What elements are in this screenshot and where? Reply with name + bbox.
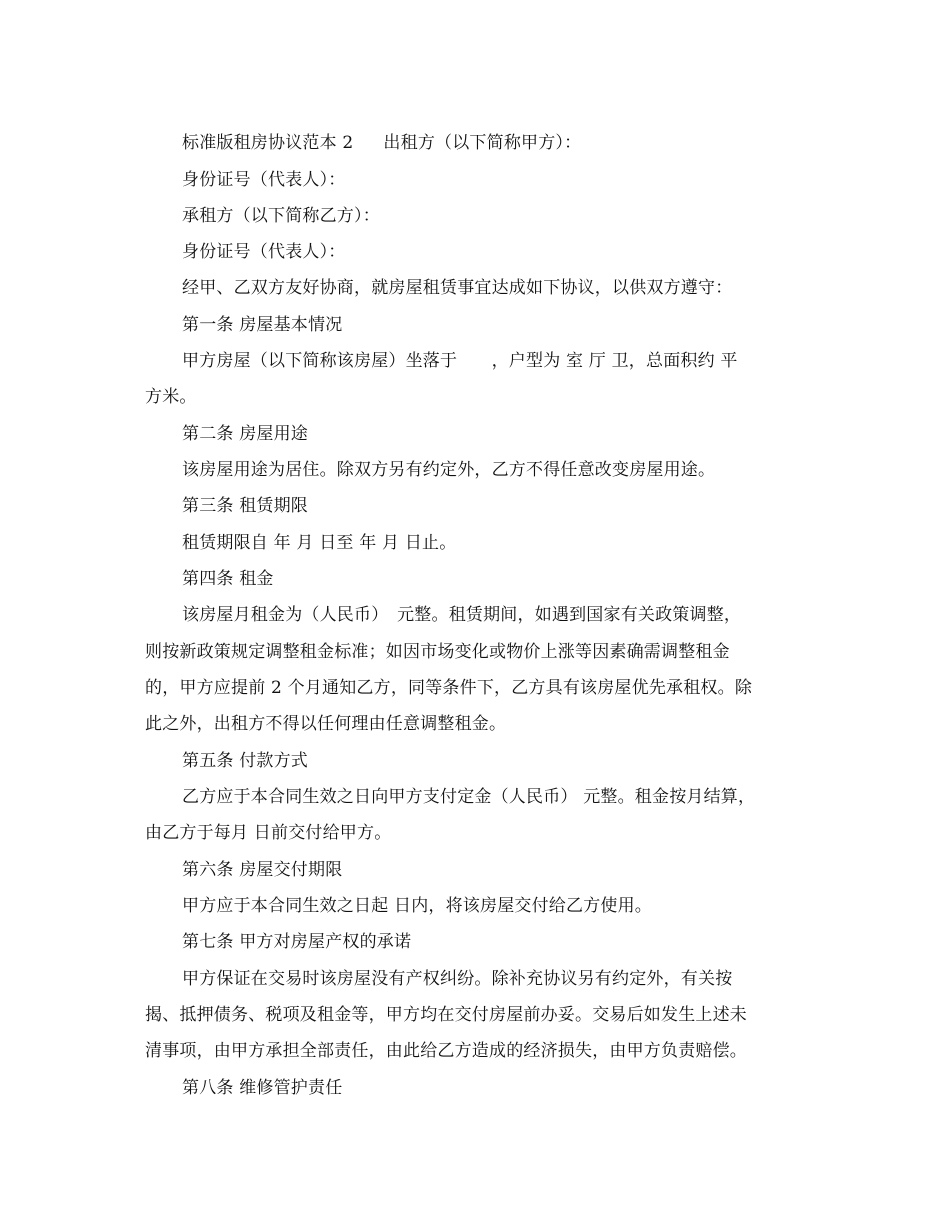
article-4-text-line: 该房屋月租金为（人民币） 元整。租赁期间，如遇到国家有关政策调整， <box>182 605 742 625</box>
article-5-title: 第五条 付款方式 <box>182 751 309 771</box>
article-8-title: 第八条 维修管护责任 <box>182 1078 343 1098</box>
article-4-text-line: 的，甲方应提前 2 个月通知乙方，同等条件下，乙方具有该房屋优先承租权。除 <box>145 678 753 698</box>
article-3-title: 第三条 租赁期限 <box>182 496 309 516</box>
preamble: 经甲、乙双方友好协商，就房屋租赁事宜达成如下协议，以供双方遵守： <box>182 278 733 298</box>
article-7-text-line: 揭、抵押债务、税项及租金等，甲方均在交付房屋前办妥。交易后如发生上述未 <box>145 1005 747 1025</box>
article-3-text-line: 租赁期限自 年 月 日至 年 月 日止。 <box>182 533 457 553</box>
article-7-title: 第七条 甲方对房屋产权的承诺 <box>182 932 412 952</box>
article-4-text-line: 则按新政策规定调整租金标准；如因市场变化或物价上涨等因素确需调整租金 <box>145 642 730 662</box>
title-line <box>182 131 581 155</box>
article-6-text-line: 甲方应于本合同生效之日起 日内，将该房屋交付给乙方使用。 <box>182 896 653 916</box>
article-5-text-line: 乙方应于本合同生效之日向甲方支付定金（人民币） 元整。租金按月结算， <box>182 787 756 807</box>
article-7-text-line: 清事项，由甲方承担全部责任，由此给乙方造成的经济损失，由甲方负责赔偿。 <box>145 1041 747 1061</box>
article-2-title: 第二条 房屋用途 <box>182 424 309 444</box>
lessor-id-label: 身份证号（代表人）： <box>182 170 346 190</box>
lessor-label: 出租方（以下简称甲方）： <box>383 133 582 153</box>
article-6-title: 第六条 房屋交付期限 <box>182 860 343 880</box>
document-title: 标准版租房协议范本 2 <box>182 133 354 153</box>
article-1-text-line: 方米。 <box>145 387 197 407</box>
article-5-text-line: 由乙方于每月 日前交付给甲方。 <box>145 823 392 843</box>
article-4-title: 第四条 租金 <box>182 569 274 589</box>
article-4-text-line: 此之外，出租方不得以任何理由任意调整租金。 <box>145 714 507 734</box>
article-1-title: 第一条 房屋基本情况 <box>182 315 343 335</box>
article-7-text-line: 甲方保证在交易时该房屋没有产权纠纷。除补充协议另有约定外，有关按 <box>182 969 733 989</box>
article-2-text-line: 该房屋用途为居住。除双方另有约定外，乙方不得任意改变房屋用途。 <box>182 460 716 480</box>
lessee-id-label: 身份证号（代表人）： <box>182 242 346 262</box>
lessee-label: 承租方（以下简称乙方）： <box>182 206 380 226</box>
article-1-text-line: 甲方房屋（以下简称该房屋）坐落于 ，户型为 室 厅 卫，总面积约 平 <box>182 351 738 371</box>
